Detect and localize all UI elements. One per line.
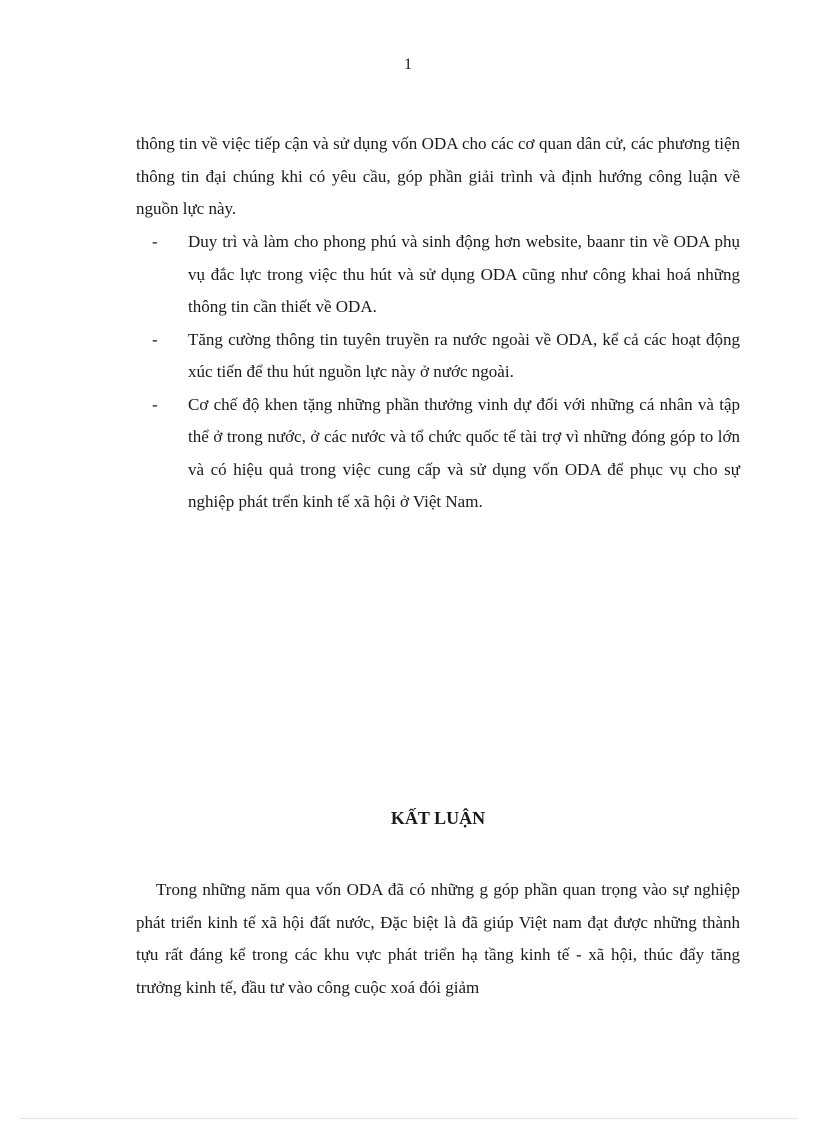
bullet-dash: -: [152, 329, 158, 349]
bullet-list: [136, 226, 740, 519]
continued-paragraph: thông tin về việc tiếp cận và sử dụng vốn ODA cho các cơ quan dân cử, các phương tiện thông tin đại chúng khi có yêu cầu, góp phần giải trình và định hướng công luận về nguồn lực này.: [136, 134, 740, 218]
page-bottom-rule: [20, 1118, 796, 1119]
bullet-dash: -: [152, 232, 158, 251]
section-heading: KẤT LUẬN: [390, 808, 486, 828]
list-item: [136, 389, 740, 519]
list-item: [136, 226, 740, 324]
conclusion-paragraph: [136, 874, 740, 1004]
list-item-text: Tăng cường thông tin tuyên truyền ra nước ngoài về ODA, kể cả các hoạt động xúc tiến để thu hút nguồn lực này ở nước ngoài.: [188, 329, 740, 381]
list-item-text: Cơ chế độ khen tặng những phần thưởng vinh dự đối với những cá nhân và tập thể ở trong nước, ở các nước và tổ chức quốc tế tài trợ vì những đóng góp to lớn và có hiệu quả trong việc cung cấp và sử dụng vốn ODA để phục vụ cho sự nghiệp phát trển kinh tế xã hội ở Việt Nam.: [188, 394, 740, 511]
list-item: [136, 324, 740, 389]
page-number: 1: [404, 56, 412, 73]
list-item-text: Duy trì và làm cho phong phú và sinh động hơn website, baanr tin về ODA phụ vụ đắc lực trong việc thu hút và sử dụng ODA cũng như công khai hoá những thông tin cần thiết về ODA.: [188, 232, 740, 316]
bullet-dash: -: [152, 394, 158, 414]
conclusion-text: Trong những năm qua vốn ODA đã có những g góp phần quan trọng vào sự nghiệp phát triển kinh tế xã hội đất nước, Đặc biệt là đã giúp Việt nam đạt được những thành tựu rất đáng kể trong các khu vực phát triển hạ tầng kinh tế - xã hội, thúc đẩy tăng trưởng kinh tế, đầu tư vào công cuộc xoá đói giảm: [136, 880, 740, 997]
